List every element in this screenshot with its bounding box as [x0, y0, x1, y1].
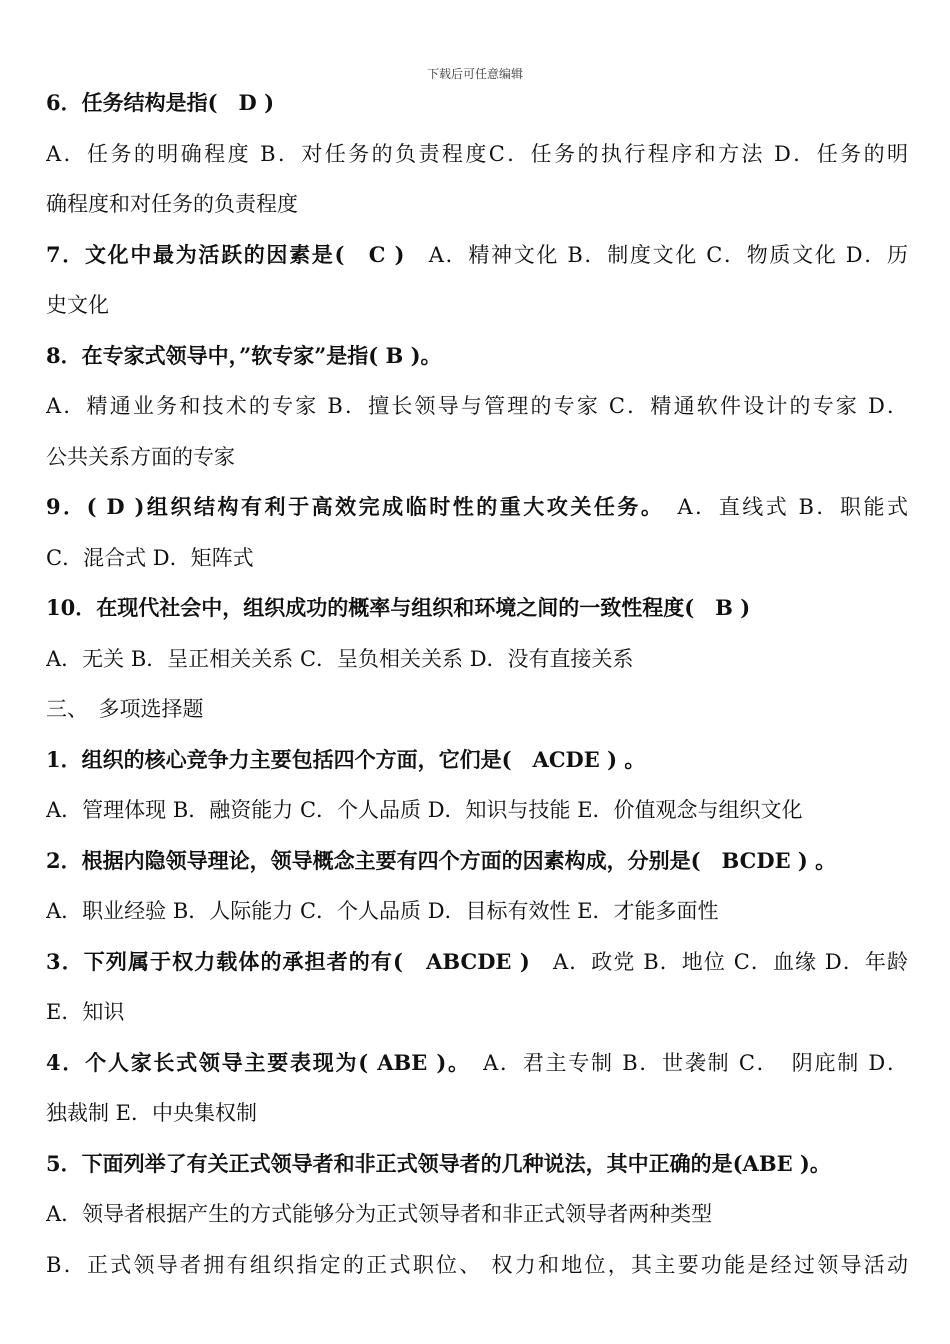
- multi-5-option-a: A．领导者根据产生的方式能够分为正式领导者和非正式领导者两种类型: [46, 1202, 713, 1226]
- multi-3-stem: 3．下列属于权力载体的承担者的有( ABCDE ): [46, 948, 530, 974]
- question-9-options-cont: C．混合式 D．矩阵式: [46, 545, 254, 570]
- question-9-options: A．直线式 B．职能式: [677, 495, 908, 519]
- question-6-stem: 6．任务结构是指( D ): [46, 90, 275, 115]
- multi-5-stem: 5．下面列举了有关正式领导者和非正式领导者的几种说法，其中正确的是(ABE )。: [46, 1150, 831, 1176]
- multi-4-options-cont: 独裁制 E．中央集权制: [46, 1101, 258, 1125]
- question-9-line: [46, 492, 908, 543]
- multi-3-line: [46, 947, 908, 998]
- document-body: [46, 88, 908, 1300]
- multi-5-option-b: B．正式领导者拥有组织指定的正式职位、 权力和地位，其主要功能是经过领导活动: [46, 1252, 908, 1277]
- multi-3-options-cont: E．知识: [46, 1000, 125, 1024]
- page-header: 下载后可任意编辑: [426, 67, 523, 81]
- question-9-stem: 9．( D )组织结构有利于高效完成临时性的重大攻关任务。: [46, 494, 654, 519]
- multi-4-stem: 4．个人家长式领导主要表现为( ABE )。: [46, 1049, 461, 1075]
- question-10-stem: 10．在现代社会中，组织成功的概率与组织和环境之间的一致性程度( B ): [46, 595, 751, 620]
- multi-3-options: A．政党 B．地位 C．血缘 D．年龄: [552, 949, 908, 974]
- multi-4-line: [46, 1048, 908, 1099]
- question-8-stem: 8．在专家式领导中，”软专家”是指( B )。: [46, 342, 442, 368]
- multi-2-options: A．职业经验 B．人际能力 C．个人品质 D．目标有效性 E．才能多面性: [46, 899, 719, 923]
- question-7-stem: 7．文化中最为活跃的因素是( C ): [46, 241, 405, 267]
- question-6-options-cont: 确程度和对任务的负责程度: [46, 192, 298, 216]
- multi-1-options: A．管理体现 B．融资能力 C．个人品质 D．知识与技能 E．价值观念与组织文化: [46, 798, 803, 822]
- question-7-line: [46, 240, 908, 291]
- section-title: 三、 多项选择题: [46, 697, 204, 721]
- multi-4-options: A．君主专制 B．世袭制 C． 阴庇制 D．: [483, 1050, 908, 1075]
- question-8-options: A．精通业务和技术的专家 B．擅长领导与管理的专家 C．精通软件设计的专家 D．: [46, 394, 908, 418]
- question-7-options: A．精神文化 B．制度文化 C．物质文化 D．历: [428, 242, 908, 267]
- multi-2-stem: 2．根据内隐领导理论，领导概念主要有四个方面的因素构成，分别是( BCDE ) 。: [46, 847, 837, 873]
- question-10-options: A．无关 B．呈正相关关系 C．呈负相关关系 D．没有直接关系: [46, 646, 634, 671]
- question-8-options-cont: 公共关系方面的专家: [46, 444, 235, 469]
- question-6-options: A．任务的明确程度 B．对任务的负责程度C．任务的执行程序和方法 D．任务的明: [46, 141, 908, 166]
- question-7-options-cont: 史文化: [46, 293, 109, 317]
- multi-1-stem: 1．组织的核心竞争力主要包括四个方面，它们是( ACDE ) 。: [46, 746, 646, 772]
